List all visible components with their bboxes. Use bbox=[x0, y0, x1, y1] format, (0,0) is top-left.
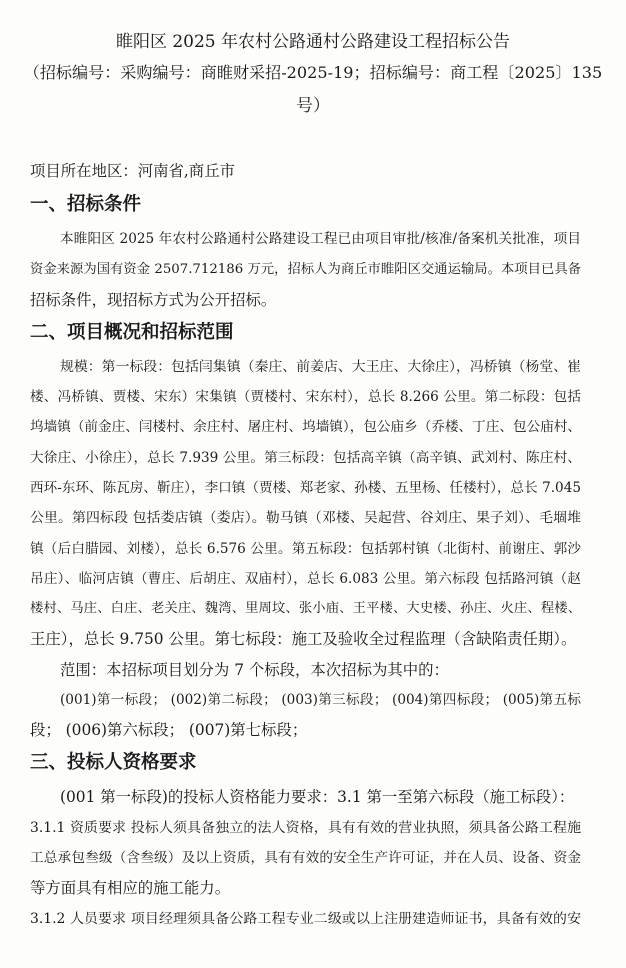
body-line: 3.1.2 人员要求 项目经理须具备公路工程专业二级或以上注册建造师证书，具备有效的安 bbox=[30, 911, 581, 927]
body-line: 坞墙镇（前金庄、闫楼村、余庄村、屠庄村、坞墙镇），包公庙乡（乔楼、丁庄、包公庙村、 bbox=[30, 419, 581, 435]
document-title-tender-number: （招标编号：采购编号：商睢财采招-2025-19；招标编号：商工程〔2025〕135 bbox=[23, 63, 603, 82]
body-line: 本睢阳区 2025 年农村公路通村公路建设工程已由项目审批/核准/备案机关批准，项目 bbox=[60, 231, 581, 247]
body-line: 楼、冯桥镇、贾楼、宋东）宋集镇（贾楼村、宋东村），总长 8.266 公里。第二标段：包括 bbox=[30, 389, 581, 405]
body-line: 楼村、马庄、白庄、老关庄、魏湾、里周坟、张小庙、王平楼、大史楼、孙庄、火庄、程楼、 bbox=[30, 601, 581, 616]
body-line: 王庄），总长 9.750 公里。第七标段：施工及验收全过程监理（含缺陷责任期）。 bbox=[30, 630, 577, 648]
body-line: 资金来源为国有资金 2507.712186 万元，招标人为商丘市睢阳区交通运输局。本项目已具备 bbox=[30, 262, 581, 277]
body-line: (001 第一标段)的投标人资格能力要求：3.1 第一至第六标段（施工标段）： bbox=[60, 788, 575, 806]
body-line: 招标条件，现招标方式为公开招标。 bbox=[30, 291, 277, 309]
body-line: 大徐庄、小徐庄），总长 7.939 公里。第三标段：包括高辛镇（高辛镇、武刘村、陈庄村、 bbox=[30, 450, 581, 466]
body-line: 规模：第一标段：包括闫集镇（秦庄、前姜店、大王庄、大徐庄），冯桥镇（杨堂、崔 bbox=[60, 359, 581, 375]
lot-list-line: (001)第一标段； (002)第二标段； (003)第三标段； (004)第四标段； (005)第五标 bbox=[60, 692, 581, 708]
document-title: 睢阳区 2025 年农村公路通村公路建设工程招标公告 bbox=[115, 32, 511, 52]
lot-list-line: 段； (006)第六标段； (007)第七标段； bbox=[30, 721, 308, 739]
body-line: 西环-东环、陈瓦房、靳庄），李口镇（贾楼、郑老家、孙楼、五里杨、任楼村），总长 7.045 bbox=[30, 480, 581, 496]
body-line: 等方面具有相应的施工能力。 bbox=[30, 879, 231, 897]
body-line: 工总承包叁级（含叁级）及以上资质，具有有效的安全生产许可证，并在人员、设备、资金 bbox=[30, 850, 581, 866]
body-line: 3.1.1 资质要求 投标人须具备独立的法人资格，具有有效的营业执照，须具备公路工程施 bbox=[30, 820, 581, 836]
section-heading-bidder-qualifications: 三、投标人资格要求 bbox=[30, 752, 197, 773]
project-region: 项目所在地区：河南省,商丘市 bbox=[30, 162, 235, 180]
scope-line: 范围：本招标项目划分为 7 个标段，本次招标为其中的： bbox=[60, 661, 449, 679]
section-heading-tender-conditions: 一、招标条件 bbox=[30, 194, 142, 215]
document-title-tender-number-end: 号） bbox=[296, 96, 330, 116]
body-line: 吊庄）、临河店镇（曹庄、后胡庄、双庙村），总长 6.083 公里。第六标段 包括路河镇（赵 bbox=[30, 571, 581, 587]
body-line: 公里。第四标段 包括娄店镇（娄店）。勒马镇（邓楼、吴起营、谷刘庄、果子刘）、毛堌堆 bbox=[30, 510, 581, 526]
section-heading-project-overview: 二、项目概况和招标范围 bbox=[30, 322, 234, 343]
body-line: 镇（后白腊园、刘楼），总长 6.576 公里。第五标段：包括郭村镇（北街村、前谢庄、郭沙 bbox=[30, 541, 581, 557]
